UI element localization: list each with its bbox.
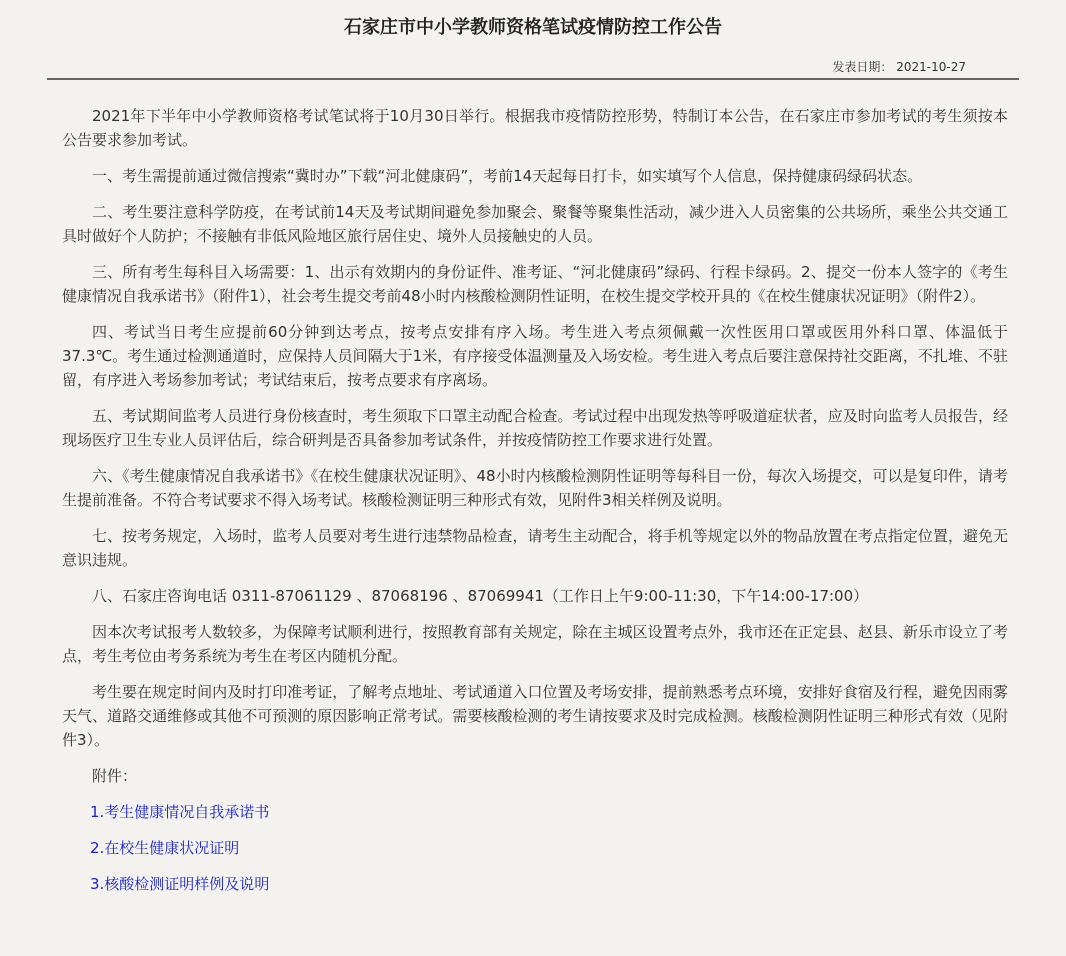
attachment-link-2[interactable]: 2.在校生健康状况证明 <box>90 839 240 857</box>
publish-date-label: 发表日期： <box>832 60 893 74</box>
paragraph-item-4: 四、考试当日考生应提前60分钟到达考点，按考点安排有序入场。考生进入考点须佩戴一次性医用口罩或医用外科口罩、体温低于37.3℃。考生通过检测通道时，应保持人员间隔大于1米，有序接受体温测量及入场安检。考生进入考点后要注意保持社交距离，不扎堆、不驻留，有序进入考场参加考试；考试结束后，按考点要求有序离场。 <box>62 323 1008 389</box>
paragraph-admission-ticket: 考生要在规定时间内及时打印准考证，了解考点地址、考试通道入口位置及考场安排，提前熟悉考点环境，安排好食宿及行程，避免因雨雾天气、道路交通维修或其他不可预测的原因影响正常考试。需要核酸检测的考生请按要求及时完成检测。核酸检测阴性证明三种形式有效（见附件3）。 <box>62 683 1008 749</box>
paragraph-exam-sites: 因本次考试报考人数较多，为保障考试顺利进行，按照教育部有关规定，除在主城区设置考点外，我市还在正定县、赵县、新乐市设立了考点，考生考位由考务系统为考生在考区内随机分配。 <box>62 623 1008 665</box>
paragraph-item-3: 三、所有考生每科目入场需要：1、出示有效期内的身份证件、准考证、“河北健康码”绿码、行程卡绿码。2、提交一份本人签字的《考生健康情况自我承诺书》（附件1），社会考生提交考前48小时内核酸检测阴性证明，在校生提交学校开具的《在校生健康状况证明》（附件2）。 <box>62 263 1008 305</box>
paragraph-item-5: 五、考试期间监考人员进行身份核查时，考生须取下口罩主动配合检查。考试过程中出现发热等呼吸道症状者，应及时向监考人员报告，经现场医疗卫生专业人员评估后，综合研判是否具备参加考试条件，并按疫情防控工作要求进行处置。 <box>62 407 1008 449</box>
attachments-label: 附件： <box>92 767 138 785</box>
article-body <box>62 104 1008 908</box>
paragraph-item-6: 六、《考生健康情况自我承诺书》《在校生健康状况证明》、48小时内核酸检测阴性证明等每科目一份，每次入场提交，可以是复印件，请考生提前准备。不符合考试要求不得入场考试。核酸检测证明三种形式有效，见附件3相关样例及说明。 <box>62 467 1008 509</box>
paragraph-item-2: 二、考生要注意科学防疫，在考试前14天及考试期间避免参加聚会、聚餐等聚集性活动，减少进入人员密集的公共场所，乘坐公共交通工具时做好个人防护；不接触有非低风险地区旅行居住史、境外人员接触史的人员。 <box>62 203 1008 245</box>
paragraph-item-7: 七、按考务规定，入场时，监考人员要对考生进行违禁物品检查，请考生主动配合，将手机等规定以外的物品放置在考点指定位置，避免无意识违规。 <box>62 527 1008 569</box>
attachment-link-3[interactable]: 3.核酸检测证明样例及说明 <box>90 875 270 893</box>
page-title: 石家庄市中小学教师资格笔试疫情防控工作公告 <box>344 17 722 38</box>
publish-date <box>832 58 966 75</box>
paragraph-contact-phone: 八、石家庄咨询电话 0311-87061129 、87068196 、87069941（工作日上午9:00-11:30，下午14:00-17:00） <box>92 587 869 605</box>
title-divider <box>47 78 1019 80</box>
paragraph-intro: 2021年下半年中小学教师资格考试笔试将于10月30日举行。根据我市疫情防控形势，特制订本公告，在石家庄市参加考试的考生须按本公告要求参加考试。 <box>62 107 1008 149</box>
attachment-link-1[interactable]: 1.考生健康情况自我承诺书 <box>90 803 270 821</box>
paragraph-item-1: 一、考生需提前通过微信搜索“冀时办”下载“河北健康码”，考前14天起每日打卡，如实填写个人信息，保持健康码绿码状态。 <box>92 167 923 185</box>
publish-date-value: 2021-10-27 <box>896 60 966 74</box>
